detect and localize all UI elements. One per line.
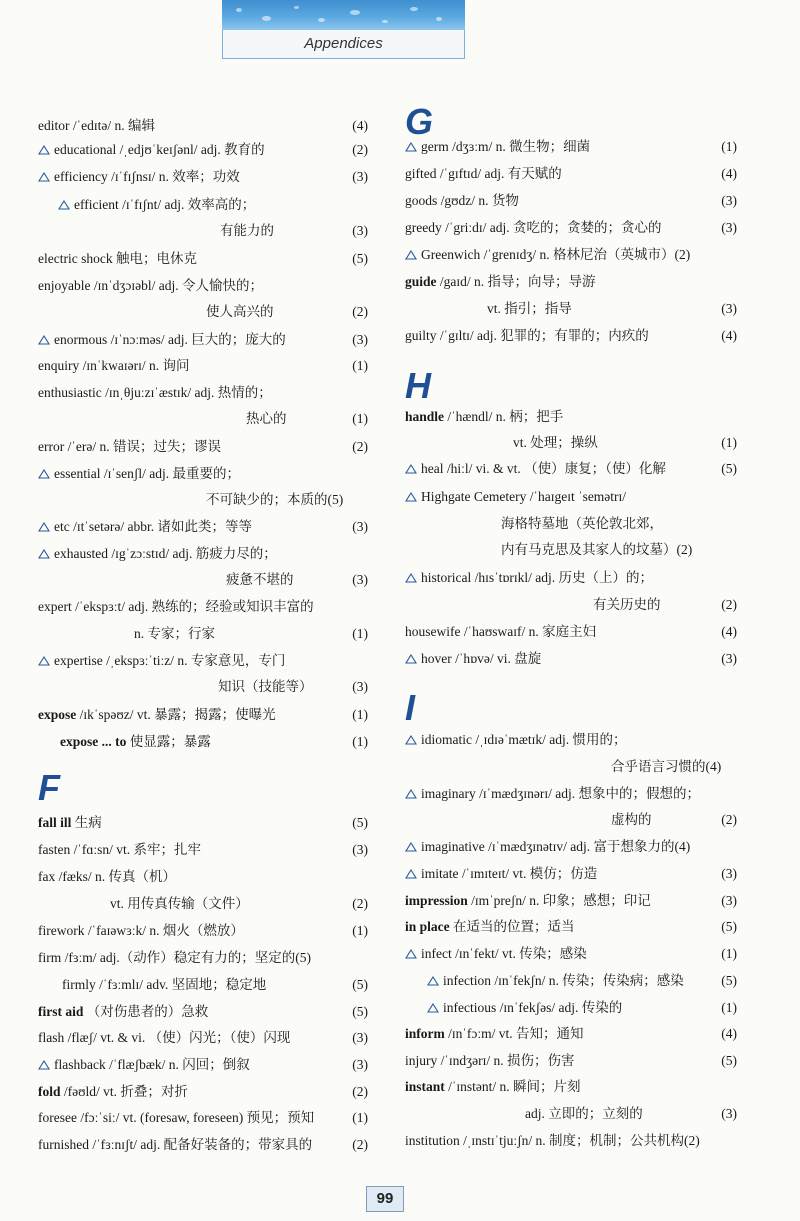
glossary-entry [405,566,737,590]
new-word-triangle-icon [405,464,417,474]
section-letter-h: H [405,365,431,406]
entry-text: expose ... to 使显露；暴露 [60,734,211,749]
lesson-number: (1) [352,734,368,749]
new-word-triangle-icon [405,573,417,583]
glossary-entry [405,755,737,779]
glossary-entry [405,969,737,993]
lesson-number: (5) [352,977,368,992]
entry-text: expert /ˈekspɜːt/ adj. 熟练的；经验或知识丰富的 [38,599,314,614]
glossary-entry [405,243,737,267]
entry-text: firework /ˈfaɪəwɜːk/ n. 烟火（燃放） [38,923,244,938]
new-word-triangle-icon [38,145,50,155]
entry-text: 有能力的 [220,223,274,238]
entry-text: vt. 用传真传输（文件） [110,896,249,911]
glossary-entry [38,811,368,835]
glossary-entry [38,973,368,997]
lesson-number: (4) [352,118,368,133]
glossary-entry [38,488,368,512]
entry-text: guilty /ˈgɪltɪ/ adj. 犯罪的；有罪的；内疚的 [405,328,649,343]
entry-text: gifted /ˈgɪftɪd/ adj. 有天赋的 [405,166,562,181]
entry-text: in place 在适当的位置；适当 [405,919,575,934]
new-word-triangle-icon [38,172,50,182]
lesson-number: (5) [352,815,368,830]
lesson-number: (1) [721,946,737,961]
entry-text: error /ˈerə/ n. 错误；过失；谬误 [38,439,221,454]
lesson-number: (3) [721,301,737,316]
glossary-entry [405,324,737,348]
entry-text: 合乎语言习惯的(4) [611,759,722,774]
lesson-number: (3) [352,332,368,347]
lesson-number: (1) [721,1000,737,1015]
glossary-entry [38,300,368,324]
lesson-number: (3) [352,572,368,587]
entry-text: enjoyable /ɪnˈdʒɔɪəbl/ adj. 令人愉快的； [38,278,263,293]
new-word-triangle-icon [427,1003,439,1013]
entry-text: 热心的 [246,411,287,426]
lesson-number: (1) [721,435,737,450]
section-label: Appendices [222,30,465,59]
glossary-entry [38,138,368,162]
glossary-entry [38,381,368,405]
entry-text: educational /ˌedjʊˈkeɪʃənl/ adj. 教育的 [54,142,265,157]
glossary-entry [405,162,737,186]
new-word-triangle-icon [38,335,50,345]
glossary-entry [405,835,737,859]
glossary-entry [38,435,368,459]
entry-text: firm /fɜːm/ adj.（动作）稳定有力的；坚定的(5) [38,950,312,965]
glossary-entry [405,512,737,536]
glossary-entry [38,354,368,378]
entry-text: historical /hɪsˈtɒrɪkl/ adj. 历史（上）的； [421,570,654,585]
glossary-entry [38,838,368,862]
entry-text: housewife /ˈhaʊswaɪf/ n. 家庭主妇 [405,624,597,639]
entry-text: furnished /ˈfɜːnɪʃt/ adj. 配备好装备的；带家具的 [38,1137,313,1152]
glossary-entry [405,593,737,617]
glossary-entry [405,996,737,1020]
lesson-number: (1) [352,358,368,373]
lesson-number: (4) [721,624,737,639]
entry-text: expose /ɪkˈspəʊz/ vt. 暴露；揭露；使曝光 [38,707,276,722]
new-word-triangle-icon [38,469,50,479]
lesson-number: (3) [352,1030,368,1045]
lesson-number: (2) [721,597,737,612]
new-word-triangle-icon [38,549,50,559]
lesson-number: (5) [352,1004,368,1019]
entry-text: 海格特墓地（英伦敦北郊， [501,516,663,531]
glossary-entry [405,728,737,752]
entry-text: infectious /ɪnˈfekʃəs/ adj. 传染的 [443,1000,623,1015]
glossary-entry [38,946,368,970]
entry-text: electric shock 触电；电休克 [38,251,197,266]
glossary-entry [38,568,368,592]
entry-text: 疲惫不堪的 [226,572,294,587]
lesson-number: (3) [352,842,368,857]
glossary-entry [405,1129,737,1153]
entry-text: fall ill 生病 [38,815,102,830]
entry-text: 不可缺少的；本质的(5) [206,492,344,507]
new-word-triangle-icon [58,200,70,210]
glossary-entry [405,1049,737,1073]
glossary-entry [405,1102,737,1126]
entry-text: flash /flæʃ/ vt. & vi. （使）闪光；（使）闪现 [38,1030,291,1045]
entry-text: vt. 处理；操纵 [513,435,598,450]
header-banner [222,0,465,30]
new-word-triangle-icon [38,1060,50,1070]
entry-text: institution /ˌɪnstɪˈtjuːʃn/ n. 制度；机制；公共机构(2) [405,1133,700,1148]
entry-text: infect /ɪnˈfekt/ vt. 传染；感染 [421,946,587,961]
entry-text: enquiry /ɪnˈkwaɪərɪ/ n. 询问 [38,358,190,373]
glossary-entry [38,1080,368,1104]
lesson-number: (3) [721,220,737,235]
lesson-number: (1) [721,139,737,154]
entry-text: handle /ˈhændl/ n. 柄；把手 [405,409,564,424]
entry-text: fold /fəʊld/ vt. 折叠；对折 [38,1084,188,1099]
glossary-entry [405,647,737,671]
glossary-entry [38,114,368,138]
entry-text: flashback /ˈflæʃbæk/ n. 闪回；倒叙 [54,1057,250,1072]
entry-text: impression /ɪmˈpreʃn/ n. 印象；感想；印记 [405,893,651,908]
new-word-triangle-icon [405,142,417,152]
lesson-number: (2) [352,1137,368,1152]
lesson-number: (4) [721,166,737,181]
glossary-entry [405,405,737,429]
glossary-entry [405,270,737,294]
entry-text: 虚构的 [611,812,652,827]
glossary-entry [38,165,368,189]
entry-text: etc /ɪtˈsetərə/ abbr. 诸如此类；等等 [54,519,252,534]
lesson-number: (2) [352,142,368,157]
glossary-entry [405,1075,737,1099]
glossary-entry [38,649,368,673]
lesson-number: (3) [352,169,368,184]
new-word-triangle-icon [38,522,50,532]
lesson-number: (1) [352,411,368,426]
entry-text: germ /dʒɜːm/ n. 微生物；细菌 [421,139,591,154]
lesson-number: (3) [721,893,737,908]
entry-text: fasten /ˈfɑːsn/ vt. 系牢；扎牢 [38,842,202,857]
entry-text: foresee /fɔːˈsiː/ vt. (foresaw, foreseen) 预见；预知 [38,1110,315,1125]
new-word-triangle-icon [38,656,50,666]
lesson-number: (3) [721,1106,737,1121]
new-word-triangle-icon [427,976,439,986]
entry-text: expertise /ˌekspɜːˈtiːz/ n. 专家意见，专门 [54,653,286,668]
entry-text: adj. 立即的；立刻的 [525,1106,643,1121]
glossary-entry [38,892,368,916]
lesson-number: (1) [352,923,368,938]
entry-text: imaginary /ɪˈmædʒɪnərɪ/ adj. 想象中的；假想的； [421,786,700,801]
glossary-entry [38,1053,368,1077]
entry-text: Greenwich /ˈgrenɪdʒ/ n. 格林尼治（英城市）(2) [421,247,691,262]
new-word-triangle-icon [405,869,417,879]
glossary-entry [38,622,368,646]
glossary-entry [38,675,368,699]
glossary-entry [38,1106,368,1130]
lesson-number: (4) [721,1026,737,1041]
lesson-number: (2) [352,304,368,319]
glossary-entry [38,595,368,619]
glossary-entry [38,407,368,431]
glossary-entry [38,919,368,943]
entry-text: firmly /ˈfɜːmlɪ/ adv. 坚固地；稳定地 [62,977,267,992]
lesson-number: (5) [721,973,737,988]
lesson-number: (2) [352,896,368,911]
glossary-entry [405,808,737,832]
entry-text: enthusiastic /ɪnˌθjuːzɪˈæstɪk/ adj. 热情的； [38,385,272,400]
glossary-entry [405,216,737,240]
entry-text: hover /ˈhɒvə/ vi. 盘旋 [421,651,542,666]
entry-text: imitate /ˈɪmɪteɪt/ vt. 模仿；仿造 [421,866,598,881]
entry-text: instant /ˈɪnstənt/ n. 瞬间；片刻 [405,1079,581,1094]
entry-text: efficient /ɪˈfɪʃnt/ adj. 效率高的； [74,197,256,212]
lesson-number: (2) [721,812,737,827]
glossary-entry [405,538,737,562]
lesson-number: (3) [352,1057,368,1072]
entry-text: first aid （对伤患者的）急救 [38,1004,209,1019]
lesson-number: (3) [352,679,368,694]
glossary-entry [405,862,737,886]
glossary-entry [38,1000,368,1024]
section-letter-f: F [38,767,60,808]
lesson-number: (1) [352,1110,368,1125]
new-word-triangle-icon [405,250,417,260]
glossary-entry [405,485,737,509]
lesson-number: (5) [352,251,368,266]
glossary-entry [405,782,737,806]
lesson-number: (3) [721,193,737,208]
glossary-entry [405,1022,737,1046]
glossary-entry [405,457,737,481]
new-word-triangle-icon [405,735,417,745]
glossary-entry [38,542,368,566]
lesson-number: (2) [352,1084,368,1099]
entry-text: fax /fæks/ n. 传真（机） [38,869,176,884]
entry-text: guide /gaɪd/ n. 指导；向导；导游 [405,274,596,289]
entry-text: injury /ˈɪndʒərɪ/ n. 损伤；伤害 [405,1053,575,1068]
entry-text: Highgate Cemetery /ˈhaɪgeɪt ˈsemətrɪ/ [421,489,627,504]
glossary-entry [405,889,737,913]
lesson-number: (3) [721,866,737,881]
glossary-entry [405,189,737,213]
entry-text: exhausted /ɪgˈzɔːstɪd/ adj. 筋疲力尽的； [54,546,277,561]
glossary-entry [405,431,737,455]
entry-text: essential /ɪˈsenʃl/ adj. 最重要的； [54,466,240,481]
glossary-entry [405,942,737,966]
glossary-entry [38,1026,368,1050]
entry-text: 知识（技能等） [218,679,313,694]
page-number: 99 [366,1186,404,1212]
entry-text: idiomatic /ˌɪdɪəˈmætɪk/ adj. 惯用的； [421,732,627,747]
new-word-triangle-icon [405,949,417,959]
entry-text: enormous /ɪˈnɔːməs/ adj. 巨大的；庞大的 [54,332,286,347]
glossary-entry [38,865,368,889]
entry-text: editor /ˈedɪtə/ n. 编辑 [38,118,155,133]
section-letter-g: G [405,101,434,142]
lesson-number: (1) [352,707,368,722]
glossary-entry [38,1133,368,1157]
glossary-entry [38,730,368,754]
glossary-entry [405,135,737,159]
new-word-triangle-icon [405,789,417,799]
glossary-entry [405,620,737,644]
entry-text: infection /ɪnˈfekʃn/ n. 传染；传染病；感染 [443,973,684,988]
glossary-entry [38,703,368,727]
new-word-triangle-icon [405,842,417,852]
lesson-number: (3) [352,519,368,534]
glossary-entry [405,297,737,321]
glossary-entry [38,274,368,298]
entry-text: 内有马克思及其家人的坟墓）(2) [501,542,693,557]
glossary-entry [38,247,368,271]
entry-text: imaginative /ɪˈmædʒɪnətɪv/ adj. 富于想象力的(4) [421,839,691,854]
entry-text: efficiency /ɪˈfɪʃnsɪ/ n. 效率；功效 [54,169,240,184]
entry-text: 使人高兴的 [206,304,274,319]
entry-text: heal /hiːl/ vi. & vt. （使）康复；（使）化解 [421,461,666,476]
lesson-number: (3) [721,651,737,666]
entry-text: vt. 指引；指导 [487,301,572,316]
lesson-number: (5) [721,1053,737,1068]
entry-text: n. 专家；行家 [134,626,215,641]
lesson-number: (5) [721,461,737,476]
lesson-number: (5) [721,919,737,934]
glossary-entry [38,515,368,539]
glossary-entry [405,915,737,939]
glossary-entry [38,462,368,486]
lesson-number: (3) [352,223,368,238]
entry-text: goods /gʊdz/ n. 货物 [405,193,519,208]
glossary-entry [38,328,368,352]
entry-text: 有关历史的 [593,597,661,612]
entry-text: inform /ɪnˈfɔːm/ vt. 告知；通知 [405,1026,584,1041]
new-word-triangle-icon [405,654,417,664]
lesson-number: (2) [352,439,368,454]
new-word-triangle-icon [405,492,417,502]
entry-text: greedy /ˈgriːdɪ/ adj. 贪吃的；贪婪的；贪心的 [405,220,662,235]
lesson-number: (4) [721,328,737,343]
glossary-entry [38,193,368,217]
lesson-number: (1) [352,626,368,641]
glossary-entry [38,219,368,243]
section-letter-i: I [405,687,416,728]
